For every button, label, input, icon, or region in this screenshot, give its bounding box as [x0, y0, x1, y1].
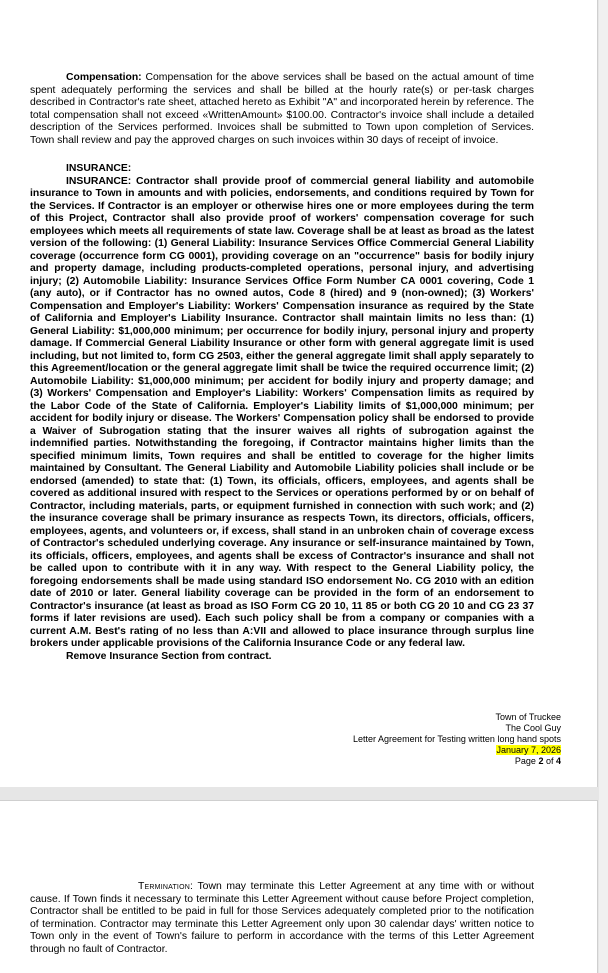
insurance-paragraph: INSURANCE: Contractor shall provide proof of commercial general liability and automobile insurance to Town in amounts and with policies, endorsements, and conditions required by Town for the Services. If Contractor is an employer or otherwise hires one or more employees during the term of this Project, Contractor shall also provide proof of workers' compensation coverage for such employees which meets all requirements of state law. Coverage shall be at least as broad as the latest version of the following: (1) General Liability: Insurance Services Office Commercial General Liability coverage (occurrence form CG 0001), providing coverage on an "occurrence" basis for bodily injury and property damage, including products-completed operations, personal injury, and advertising injury; (2) Automobile Liability: Insurance Services Office Form Number CA 0001 covering, Code 1 (any auto), or if Contractor has no owned autos, Code 8 (hired) and 9 (non-owned); (3) Workers' Compensation and Employer's Liability: Workers' Compensation insurance as required by the State of California and Employer's Liability Insurance. Contractor shall maintain limits no less than: (1) General Liability: $1,000,000 minimum; per occurrence for bodily injury, personal injury and property damage. If Commercial General Liability Insurance or other form with general aggregate limit is used including, but not limited to, form CG 2503, either the general aggregate limit shall apply separately to this Agreement/location or the general aggregate limit shall be twice the required occurrence limit; (2) Automobile Liability: $1,000,000 minimum; per accident for bodily injury and property damage; and (3) Workers' Compensation and Employer's Liability: Workers' Compensation limits as required by the Labor Code of the State of California. Employer's Liability limits of $1,000,000 minimum; per accident for bodily injury or disease. The Workers' Compensation policy shall be endorsed to provide a Waiver of Subrogation stating that the insurer waives all rights of subrogation against the indemnified parties. Notwithstanding the foregoing, if Contractor maintains higher limits than the specified minimum limits, Town requires and shall be entitled to coverage for the higher limits maintained by Consultant. The General Liability and Automobile Liability policies shall include or be endorsed (amended) to state that: (1) Town, its officials, officers, employees, and agents shall be covered as additional insured with respect to the Services or operations performed by or on behalf of Contractor, including materials, parts, or equipment furnished in connection with such work; and (2) the insurance coverage shall be primary insurance as respects Town, its directors, officials, officers, employees, agents, and volunteers or, if excess, shall stand in an unbroken chain of coverage excess of Contractor's scheduled underlying coverage. Any insurance or self-insurance maintained by Town, its officials, officers, employees, and agents shall be excess of Contractor's insurance and shall not be called upon to contribute with it in any way. With respect to the General Liability policy, the foregoing endorsements shall be made using standard ISO endorsement No. CG 2010 with an edition date of 2010 or later. General liability coverage can be provided in the form of an endorsement to Contractor's insurance (at least as broad as ISO Form CG 20 10, 11 85 or both CG 20 10 and CG 23 37 forms if later revisions are used). Each such policy shall be from a company or companies with a current A.M. Best's rating of no less than A:VII and allowed to place insurance through surplus line brokers under applicable provisions of the California Insurance Code or any federal law.	[30, 175, 534, 649]
footer-date: January 7, 2026	[496, 745, 561, 755]
footer-org: Town of Truckee	[495, 712, 561, 722]
page-total: 4	[555, 756, 561, 766]
compensation-text: Compensation for the above services shall be based on the actual amount of time spent adequately performing the services and shall be billed at the hourly rate(s) or per-task charges described in Contractor's rate sheet, attached hereto as Exhibit "A" and incorporated herein by reference. The total compensation shall not exceed «WrittenAmount» $100.00. Contractor's invoice shall include a detailed description of the Services performed. Invoices shall be submitted to Town upon completion of Services. Town shall review and pay the approved charges on such invoices within 30 days of receipt of invoice.	[30, 72, 534, 146]
footer-person: The Cool Guy	[505, 723, 561, 733]
termination-paragraph	[30, 881, 534, 956]
remove-insurance-note: Remove Insurance Section from contract.	[66, 650, 272, 662]
page-prefix: Page	[514, 756, 539, 766]
compensation-label: Compensation:	[66, 72, 142, 83]
termination-label: Termination:	[138, 881, 194, 892]
document-page-3	[0, 800, 598, 973]
compensation-paragraph	[30, 72, 534, 147]
vertical-scrollbar[interactable]	[599, 0, 608, 973]
page-num: 2	[538, 756, 544, 766]
footer-page-number	[353, 756, 561, 767]
compensation-section	[30, 72, 534, 147]
termination-text: Town may terminate this Letter Agreement at any time with or without cause. If Town finds it necessary to terminate this Letter Agreement without cause before Project completion, Contractor shall be entitled to be paid in full for those Services adequately completed prior to the notification of termination. Contractor may terminate this Letter Agreement only upon 30 calendar days' written notice to Town only in the event of Town's failure to perform in accordance with the terms of this Letter Agreement through no fault of Contractor.	[30, 881, 534, 955]
insurance-section	[30, 163, 534, 663]
page-footer	[353, 712, 561, 767]
page-mid: of	[543, 756, 556, 766]
insurance-heading: INSURANCE:	[66, 163, 132, 174]
footer-doc-title: Letter Agreement for Testing written long hand spots	[353, 734, 561, 744]
termination-section	[30, 881, 534, 956]
